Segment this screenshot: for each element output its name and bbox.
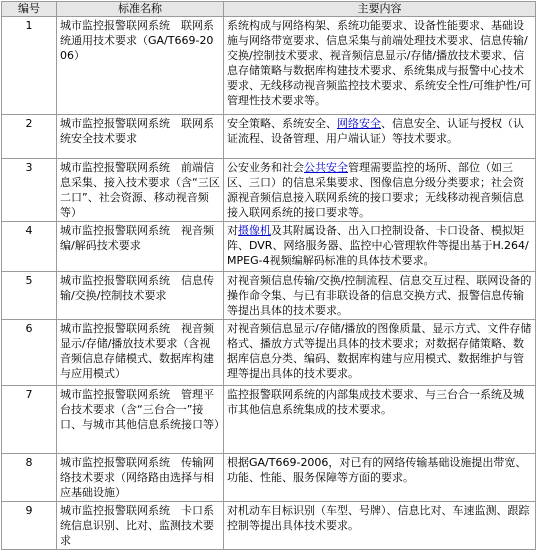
standard-name-cell: 城市监控报警联网系统 联网系统通用技术要求（GA/T669-2006）	[57, 17, 224, 115]
table-row	[2, 386, 536, 454]
standard-name-cell: 城市监控报警联网系统 管理平台技术要求（含“三台合一”接口、与城市其他信息系统接口等）	[57, 386, 224, 454]
standard-name-cell: 城市监控报警联网系统 联网系统安全技术要求	[57, 115, 224, 159]
table-row	[2, 222, 536, 272]
table-row	[2, 17, 536, 115]
header-main-content: 主要内容	[224, 2, 536, 17]
standard-name-cell: 城市监控报警联网系统 传输网络技术要求（网络路由选择与相应基础设施）	[57, 454, 224, 502]
standard-name-cell: 城市监控报警联网系统 卡口系统信息识别、比对、监测技术要求	[57, 502, 224, 550]
standard-name-cell: 城市监控报警联网系统 视音频显示/存储/播放技术要求（含视音频信息存储模式、数据库构建与应用模式）	[57, 320, 224, 386]
main-content-cell	[224, 159, 536, 222]
row-number: 4	[2, 222, 57, 272]
table-header-row	[2, 2, 536, 17]
row-number: 1	[2, 17, 57, 115]
row-number: 8	[2, 454, 57, 502]
content-text: 监控报警联网系统的内部集成技术要求、与三台合一系统及城市其他信息系统集成的技术要求。	[227, 388, 524, 416]
content-text: 对机动车目标识别（车型、号牌）、信息比对、车速监测、跟踪控制等提出具体技术要求。	[227, 504, 530, 532]
content-text: 安全策略、系统安全、	[227, 117, 337, 130]
main-content-cell	[224, 17, 536, 115]
keyword-link[interactable]: 网络安全	[337, 117, 381, 130]
main-content-cell	[224, 502, 536, 550]
row-number: 3	[2, 159, 57, 222]
standard-name-cell: 城市监控报警联网系统 信息传输/交换/控制技术要求	[57, 272, 224, 320]
content-text: 及其附属设备、出入口控制设备、卡口设备、模拟矩阵、DVR、网络服务器、监控中心管理软件等提出基于H.264/MPEG-4视频编解码标准的具体技术要求。	[227, 224, 529, 267]
content-text: 、信息安全、认证与授权（认证流程、设备管理、用户端认证）等技术要求。	[227, 117, 524, 145]
table-row	[2, 320, 536, 386]
main-content-cell	[224, 454, 536, 502]
content-text: 对视音频信息显示/存储/播放的图像质量、显示方式、文件存储格式、播放方式等提出具体的技术要求；对数据存储策略、数据库信息分类、编码、数据库构建与应用模式、数据维护与管理等提出具体的技术要求。	[227, 322, 532, 380]
row-number: 7	[2, 386, 57, 454]
content-text: 系统构成与网络构架、系统功能要求、设备性能要求、基础设施与网络带宽要求、信息采集与前端处理技术要求、信息传输/交换/控制技术要求、视音频信息显示/存储/播放技术要求、信息存储策略与数据库构建技术要求、系统集成与报警中心技术要求、无线移动视音频监控技术要求、系统安全性/可维护性/可管理性技术要求等。	[227, 19, 532, 107]
main-content-cell	[224, 272, 536, 320]
main-content-cell	[224, 386, 536, 454]
row-number: 2	[2, 115, 57, 159]
standards-table-container	[1, 1, 535, 550]
standard-name-cell: 城市监控报警联网系统 前端信息采集、接入技术要求（含“三区二口”、社会资源、移动视音频等）	[57, 159, 224, 222]
main-content-cell	[224, 222, 536, 272]
standard-name-cell: 城市监控报警联网系统 视音频编/解码技术要求	[57, 222, 224, 272]
table-row	[2, 454, 536, 502]
standards-table	[1, 1, 536, 550]
content-text: 根据GA/T669-2006，对已有的网络传输基础设施提出带宽、功能、性能、服务保障等方面的要求。	[227, 456, 527, 484]
keyword-link[interactable]: 摄像机	[238, 224, 271, 237]
row-number: 6	[2, 320, 57, 386]
table-row	[2, 502, 536, 550]
content-text: 管理需要监控的场所、部位（如三区、三口）的信息采集要求、图像信息分级分类要求；社会资源视音频信息接入联网系统的接口要求；无线移动视音频信息接入联网系统的接口要求等。	[227, 161, 524, 219]
content-text: 对	[227, 224, 238, 237]
table-row	[2, 272, 536, 320]
row-number: 9	[2, 502, 57, 550]
content-text: 对视音频信息传输/交换/控制流程、信息交互过程、联网设备的操作命令集、与已有非联设备的信息交换方式、报警信息传输等提出具体的技术要求。	[227, 274, 532, 317]
row-number: 5	[2, 272, 57, 320]
header-standard-name: 标准名称	[57, 2, 224, 17]
main-content-cell	[224, 320, 536, 386]
keyword-link[interactable]: 公共安全	[304, 161, 348, 174]
main-content-cell	[224, 115, 536, 159]
table-row	[2, 159, 536, 222]
content-text: 公安业务和社会	[227, 161, 304, 174]
table-body	[2, 17, 536, 550]
header-number: 编号	[2, 2, 57, 17]
table-row	[2, 115, 536, 159]
